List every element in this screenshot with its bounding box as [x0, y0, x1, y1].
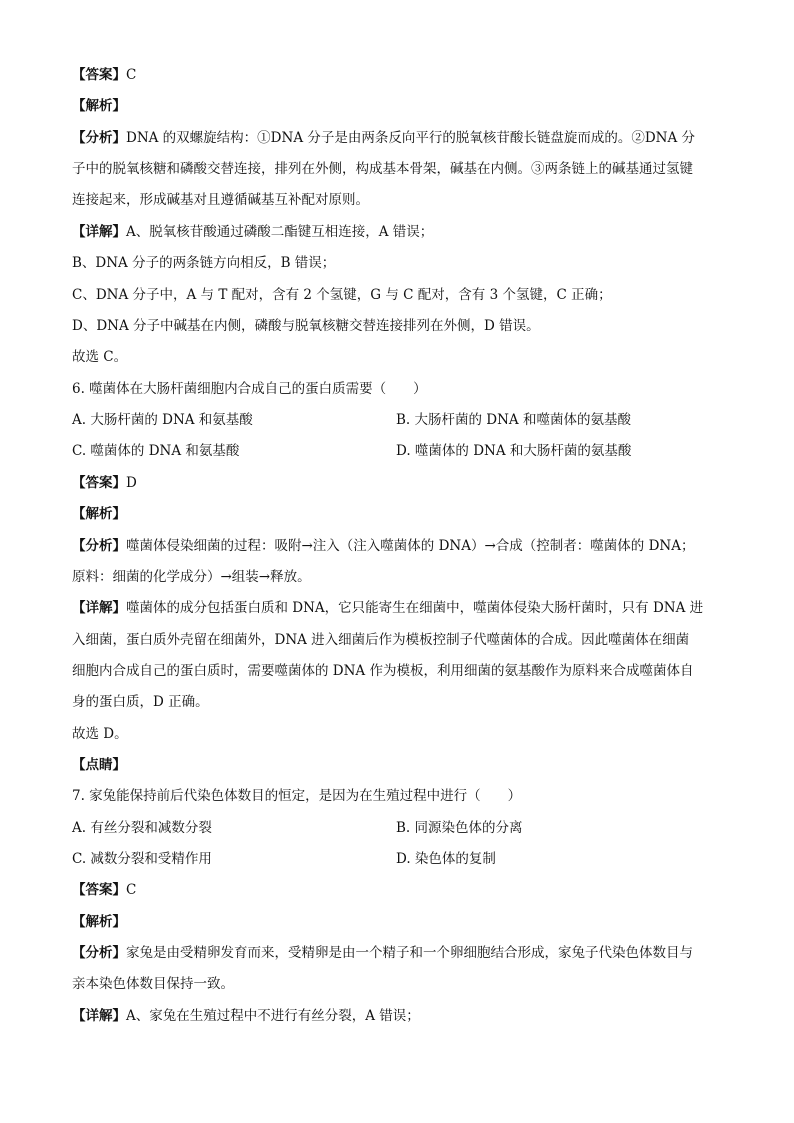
q5-analysis-line-2: 子中的脱氧核糖和磷酸交替连接，排列在外侧，构成基本骨架，碱基在内侧。③两条链上的碱基通过氢键 — [72, 161, 693, 177]
q5-answer: 【答案】C — [72, 67, 137, 83]
q5-detail-b: B、DNA 分子的两条链方向相反，B 错误； — [72, 255, 336, 271]
q6-answer: 【答案】D — [72, 475, 137, 491]
q6-detail-line-4: 身的蛋白质，D 正确。 — [72, 694, 209, 710]
q7-option-a: A. 有丝分裂和减数分裂 — [72, 820, 212, 836]
q5-conclusion: 故选 C。 — [72, 349, 128, 365]
q7-option-b: B. 同源染色体的分离 — [396, 820, 523, 836]
q7-option-c: C. 减数分裂和受精作用 — [72, 851, 212, 867]
q5-analysis-line-3: 连接起来，形成碱基对且遵循碱基互补配对原则。 — [72, 192, 369, 208]
q6-option-b: B. 大肠杆菌的 DNA 和噬菌体的氨基酸 — [396, 412, 631, 428]
q5-analysis-line-1: 【分析】DNA 的双螺旋结构：①DNA 分子是由两条反向平行的脱氧核苷酸长链盘旋而成的。②DNA 分 — [72, 130, 696, 146]
q7-jiexi-heading: 【解析】 — [72, 914, 126, 930]
q6-dianjing-heading: 【点睛】 — [72, 757, 126, 773]
q6-stem: 6. 噬菌体在大肠杆菌细胞内合成自己的蛋白质需要（ ） — [72, 381, 427, 397]
q7-option-d: D. 染色体的复制 — [396, 851, 496, 867]
q7-analysis-line-2: 亲本染色体数目保持一致。 — [72, 976, 234, 992]
q6-option-a: A. 大肠杆菌的 DNA 和氨基酸 — [72, 412, 253, 428]
q6-detail-line-3: 细胞内合成自己的蛋白质时，需要噬菌体的 DNA 作为模板，利用细菌的氨基酸作为原料来合成噬菌体自 — [72, 663, 694, 679]
q6-option-c: C. 噬菌体的 DNA 和氨基酸 — [72, 443, 240, 459]
q5-detail-d: D、DNA 分子中碱基在内侧，磷酸与脱氧核糖交替连接排列在外侧，D 错误。 — [72, 318, 540, 334]
q6-detail-line-1: 【详解】噬菌体的成分包括蛋白质和 DNA，它只能寄生在细菌中，噬菌体侵染大肠杆菌时，只有 DNA 进 — [72, 600, 704, 616]
q5-jiexi-heading: 【解析】 — [72, 98, 126, 114]
q6-detail-line-2: 入细菌，蛋白质外壳留在细菌外，DNA 进入细菌后作为模板控制子代噬菌体的合成。因此噬菌体在细菌 — [72, 632, 690, 648]
q6-option-d: D. 噬菌体的 DNA 和大肠杆菌的氨基酸 — [396, 443, 632, 459]
q5-detail-a: 【详解】A、脱氧核苷酸通过磷酸二酯键互相连接，A 错误； — [72, 224, 434, 240]
q7-analysis-line-1: 【分析】家兔是由受精卵发育而来，受精卵是由一个精子和一个卵细胞结合形成，家兔子代染色体数目与 — [72, 945, 693, 961]
q6-analysis-line-2: 原料：细菌的化学成分）→组装→释放。 — [72, 569, 311, 585]
q7-detail-a: 【详解】A、家兔在生殖过程中不进行有丝分裂，A 错误； — [72, 1008, 420, 1024]
q5-detail-c: C、DNA 分子中，A 与 T 配对，含有 2 个氢键，G 与 C 配对，含有 3 个氢键，C 正确； — [72, 287, 612, 303]
q7-stem: 7. 家兔能保持前后代染色体数目的恒定，是因为在生殖过程中进行（ ） — [72, 788, 522, 804]
q6-jiexi-heading: 【解析】 — [72, 506, 126, 522]
q6-analysis-line-1: 【分析】噬菌体侵染细菌的过程：吸附→注入（注入噬菌体的 DNA）→合成（控制者：噬菌体的 DNA； — [72, 538, 695, 554]
q6-conclusion: 故选 D。 — [72, 726, 128, 742]
q7-answer: 【答案】C — [72, 882, 137, 898]
